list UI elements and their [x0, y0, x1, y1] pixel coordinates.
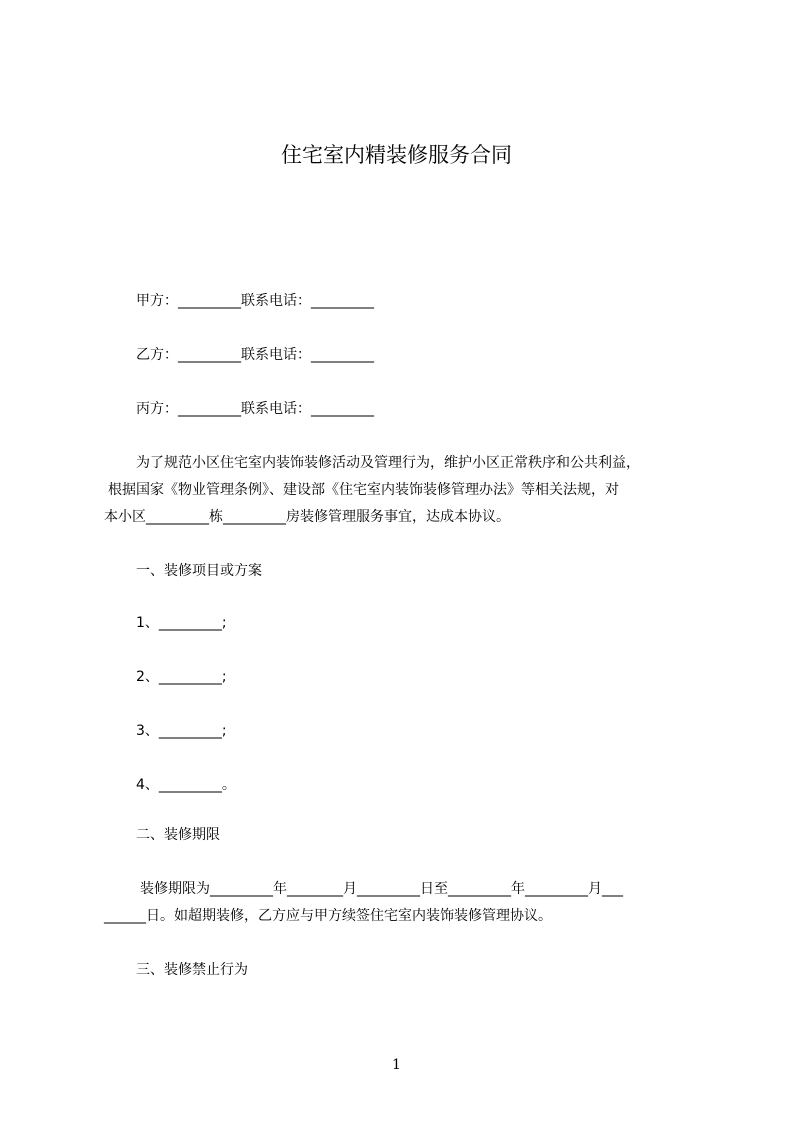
party-b-line: 乙方：_________联系电话：_________ — [136, 347, 374, 363]
section-2-line-1: 装修期限为_________年________月_________日至_________年_________月___ — [140, 881, 623, 897]
party-c-line: 丙方：_________联系电话：_________ — [136, 401, 374, 417]
intro-paragraph-line-1: 为了规范小区住宅室内装饰装修活动及管理行为，维护小区正常秩序和公共利益， — [136, 455, 640, 471]
intro-paragraph-line-3: 本小区_________栋_________房装修管理服务事宜，达成本协议。 — [104, 509, 510, 525]
intro-paragraph-line-2: 根据国家《物业管理条例》、建设部《住宅室内装饰装修管理办法》等相关法规，对 — [108, 482, 619, 498]
section-2-heading: 二、装修期限 — [136, 827, 220, 843]
party-a-line: 甲方：_________联系电话：_________ — [136, 293, 374, 309]
section-1-item-2: 2、_________; — [136, 669, 227, 685]
page-number: 1 — [392, 1057, 401, 1073]
section-1-item-3: 3、_________; — [136, 723, 227, 739]
section-3-heading: 三、装修禁止行为 — [136, 962, 248, 978]
section-1-item-4: 4、_________。 — [136, 777, 236, 793]
page-title: 住宅室内精装修服务合同 — [281, 143, 512, 167]
section-1-item-1: 1、_________; — [136, 615, 227, 631]
section-2-line-2: ______日。如超期装修，乙方应与甲方续签住宅室内装饰装修管理协议。 — [104, 908, 552, 924]
section-1-heading: 一、装修项目或方案 — [136, 563, 262, 579]
